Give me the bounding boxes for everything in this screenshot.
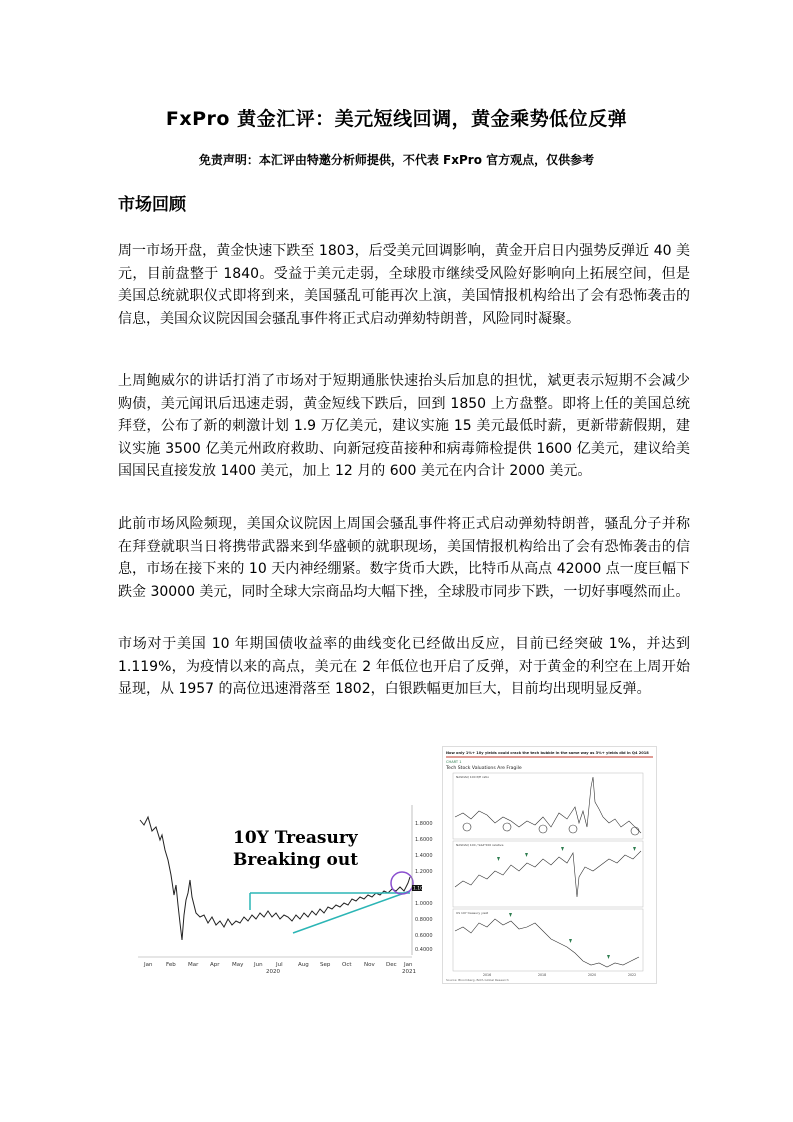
x-tick: 2018 [538, 973, 547, 977]
y-tick: 0.4000 [415, 947, 433, 953]
current-value-label: 1.1060 [413, 886, 429, 892]
chart-subtitle: Tech Stock Valuations Are Fragile [446, 766, 522, 771]
x-tick: Apr [210, 962, 220, 968]
x-tick: Jul [276, 962, 283, 968]
y-tick: 0.8000 [415, 917, 433, 923]
y-tick: 1.6000 [415, 837, 433, 843]
section-heading: 市场回顾 [118, 195, 186, 215]
chart-title-line1: 10Y Treasury [233, 828, 358, 848]
chart-footer: Source: Bloomberg, BofA Global Research [446, 978, 509, 982]
panel-label: NASDAQ 100 P/E ratio [456, 775, 490, 779]
x-tick: Nov [364, 962, 375, 968]
x-tick: 2016 [483, 973, 492, 977]
paragraph: 上周鲍威尔的讲话打消了市场对于短期通胀快速抬头后加息的担忧，斌更表示短期不会减少购债，美元闻讯后迅速走弱，黄金短线下跌后，回到 1850 上方盘整。即将上任的美国总统拜登，公布了新的刺激计划 1.9 万亿美元，建议实施 15 美元最低时薪，更新带薪假期，建议实施 3500 亿美元州政府救助、向新冠疫苗接种和病毒筛检提供 1600 亿美元，建议给美国国民直接发放 1400 美元，加上 12 月的 600 美元在内合计 2000 美元。 [118, 373, 690, 479]
x-tick: Feb [166, 962, 176, 968]
disclaimer: 免责声明：本汇评由特邀分析师提供，不代表 FxPro 官方观点，仅供参考 [198, 153, 595, 167]
panel-label: NASDAQ 100 / S&P 500 relative [456, 843, 504, 847]
tech-valuation-figure [442, 746, 657, 984]
chart-label: CHART 1 [446, 760, 462, 764]
chart-title-line2: Breaking out [233, 850, 359, 870]
x-tick: Aug [298, 962, 309, 968]
x-tick: Dec [386, 962, 397, 968]
x-tick: 2022 [628, 973, 637, 977]
year-label: 2021 [402, 969, 416, 975]
x-tick: Jun [254, 962, 263, 968]
x-tick: 2020 [588, 973, 597, 977]
document-title: FxPro 黄金汇评：美元短线回调，黄金乘势低位反弹 [165, 108, 628, 130]
chart-header: Now only 1%+ 10y yields could crack the tech bubble in the same way as 3%+ yields did in Q4 2018 [446, 751, 649, 755]
paragraph: 周一市场开盘，黄金快速下跌至 1803，后受美元回调影响，黄金开启日内强势反弹近 40 美元，目前盘整于 1840。受益于美元走弱，全球股市继续受风险好影响向上拓展空间，但是美国总统就职仪式即将到来，美国骚乱可能再次上演，美国情报机构给出了会有恐怖袭击的信息，美国众议院因国会骚乱事件将正式启动弹劾特朗普，风险同时凝聚。 [118, 243, 690, 327]
y-tick: 1.8000 [415, 821, 433, 827]
x-tick: Oct [342, 962, 352, 968]
tech-valuation-chart [443, 747, 656, 983]
y-tick: 0.6000 [415, 933, 433, 939]
paragraph: 市场对于美国 10 年期国债收益率的曲线变化已经做出反应，目前已经突破 1%，并达到 1.119%，为疫情以来的高点，美元在 2 年低位也开启了反弹，对于黄金的利空在上周开始显现，从 1957 的高位迅速滑落至 1802，白银跌幅更加巨大，目前均出现明显反弹。 [118, 636, 690, 697]
panel-label: US 10Y treasury yield [456, 911, 489, 915]
y-tick: 1.2000 [415, 869, 433, 875]
treasury-chart [138, 805, 433, 975]
x-tick: Mar [188, 962, 199, 968]
y-tick: 1.0000 [415, 901, 433, 907]
year-label: 2020 [266, 969, 280, 975]
treasury-chart-figure [138, 805, 433, 975]
y-tick: 1.4000 [415, 853, 433, 859]
x-tick: Sep [320, 962, 331, 968]
x-tick: Jan [144, 962, 153, 968]
x-tick: May [232, 962, 244, 968]
paragraph: 此前市场风险频现，美国众议院因上周国会骚乱事件将正式启动弹劾特朗普，骚乱分子并称在拜登就职当日将携带武器来到华盛顿的就职现场，美国情报机构给出了会有恐怖袭击的信息，市场在接下来的 10 天内神经绷紧。数字货币大跌，比特币从高点 42000 点一度巨幅下跌金 30000 美元，同时全球大宗商品均大幅下挫，全球股市同步下跌，一切好事嘎然而止。 [118, 516, 690, 600]
x-tick: Jan [404, 962, 413, 968]
